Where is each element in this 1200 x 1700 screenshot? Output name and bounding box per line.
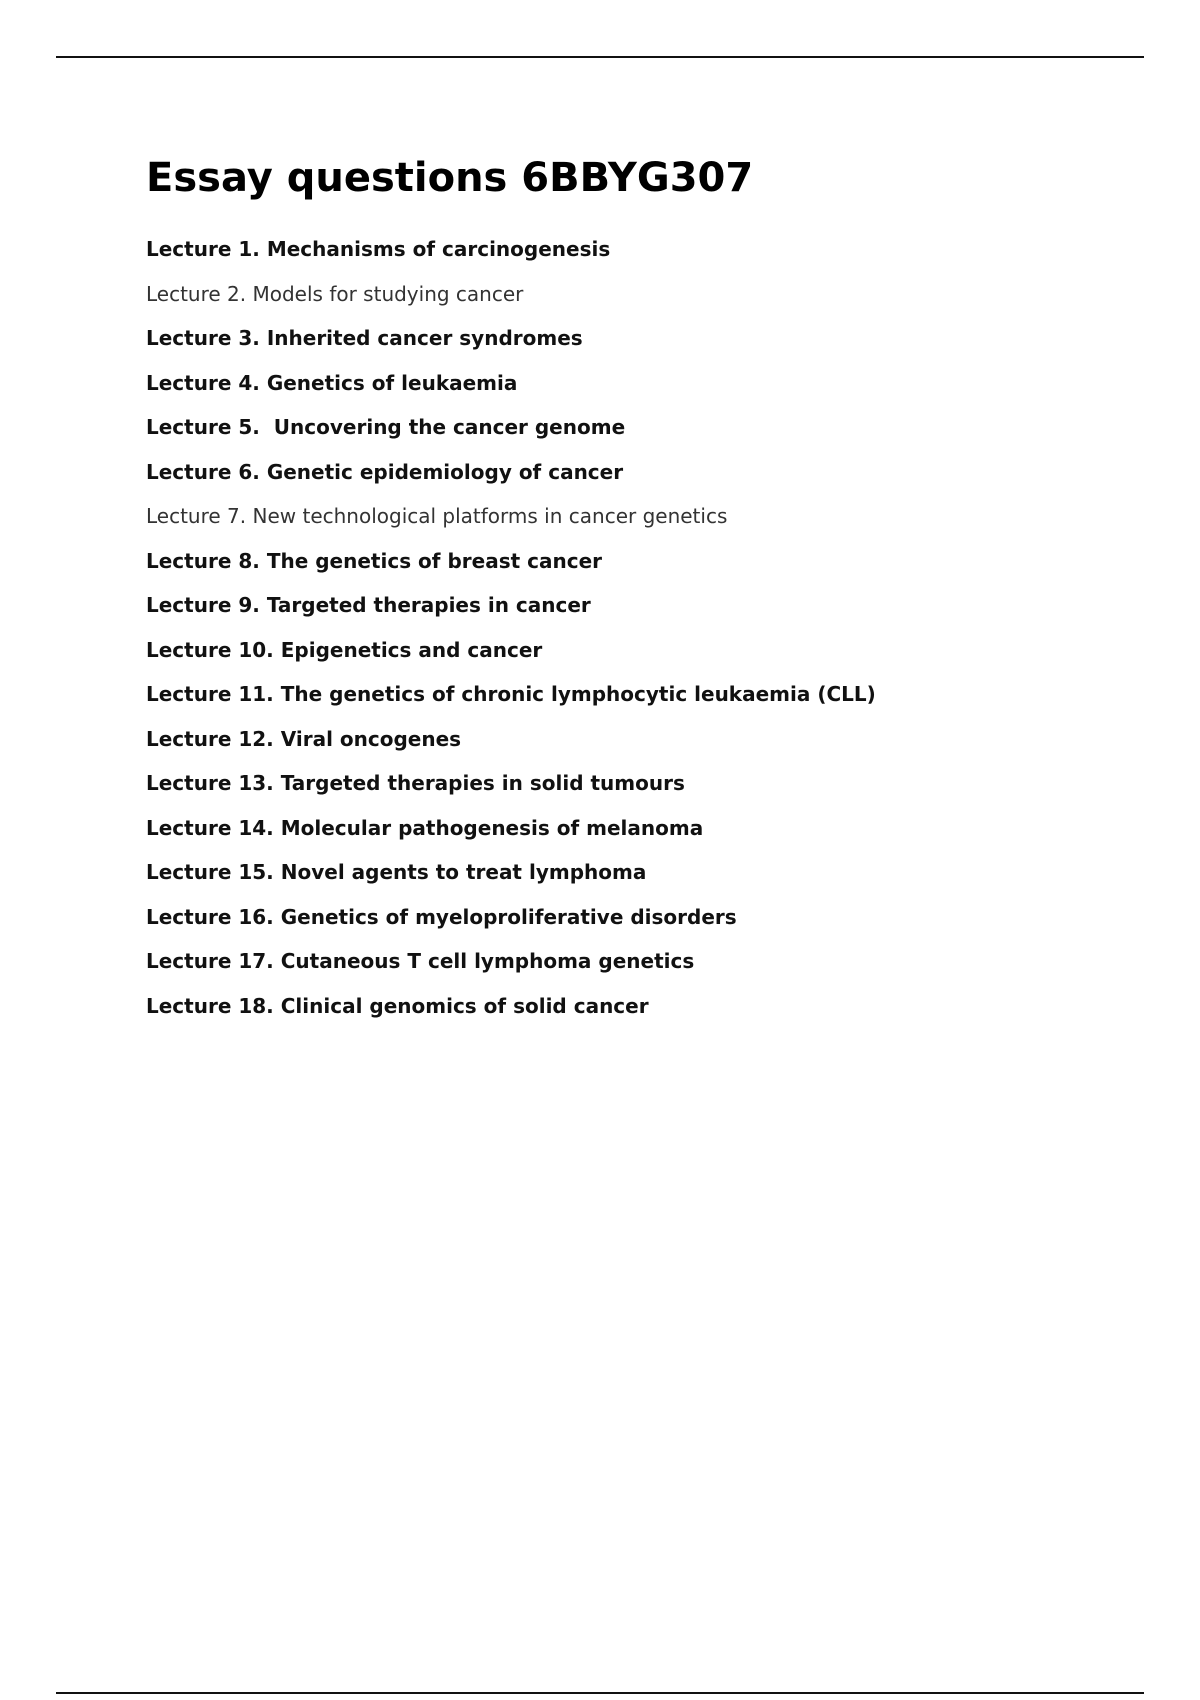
lecture-item-8: Lecture 8. The genetics of breast cancer [146,548,603,573]
bottom-rule [56,1692,1144,1694]
lecture-item-17: Lecture 17. Cutaneous T cell lymphoma genetics [146,949,695,973]
lecture-item-2: Lecture 2. Models for studying cancer [146,281,524,306]
lecture-item-10: Lecture 10. Epigenetics and cancer [146,637,543,662]
top-rule [56,56,1144,58]
lecture-list [146,232,1086,1033]
lecture-item-5: Lecture 5. Uncovering the cancer genome [146,415,626,439]
lecture-item-1: Lecture 1. Mechanisms of carcinogenesis [146,237,611,261]
lecture-item-3: Lecture 3. Inherited cancer syndromes [146,326,583,350]
lecture-item-9: Lecture 9. Targeted therapies in cancer [146,593,591,617]
lecture-item-6: Lecture 6. Genetic epidemiology of cancer [146,459,624,484]
lecture-item-18: Lecture 18. Clinical genomics of solid cancer [146,993,649,1018]
lecture-item-11: Lecture 11. The genetics of chronic lymphocytic leukaemia (CLL) [146,682,876,706]
lecture-item-15: Lecture 15. Novel agents to treat lymphoma [146,860,647,884]
lecture-item-4: Lecture 4. Genetics of leukaemia [146,370,518,395]
lecture-item-14: Lecture 14. Molecular pathogenesis of melanoma [146,815,704,840]
lecture-item-12: Lecture 12. Viral oncogenes [146,726,462,751]
lecture-item-7: Lecture 7. New technological platforms in cancer genetics [146,504,728,528]
page-title: Essay questions 6BBYG307 [146,155,754,201]
lecture-item-13: Lecture 13. Targeted therapies in solid tumours [146,771,685,795]
lecture-item-16: Lecture 16. Genetics of myeloproliferative disorders [146,904,737,929]
